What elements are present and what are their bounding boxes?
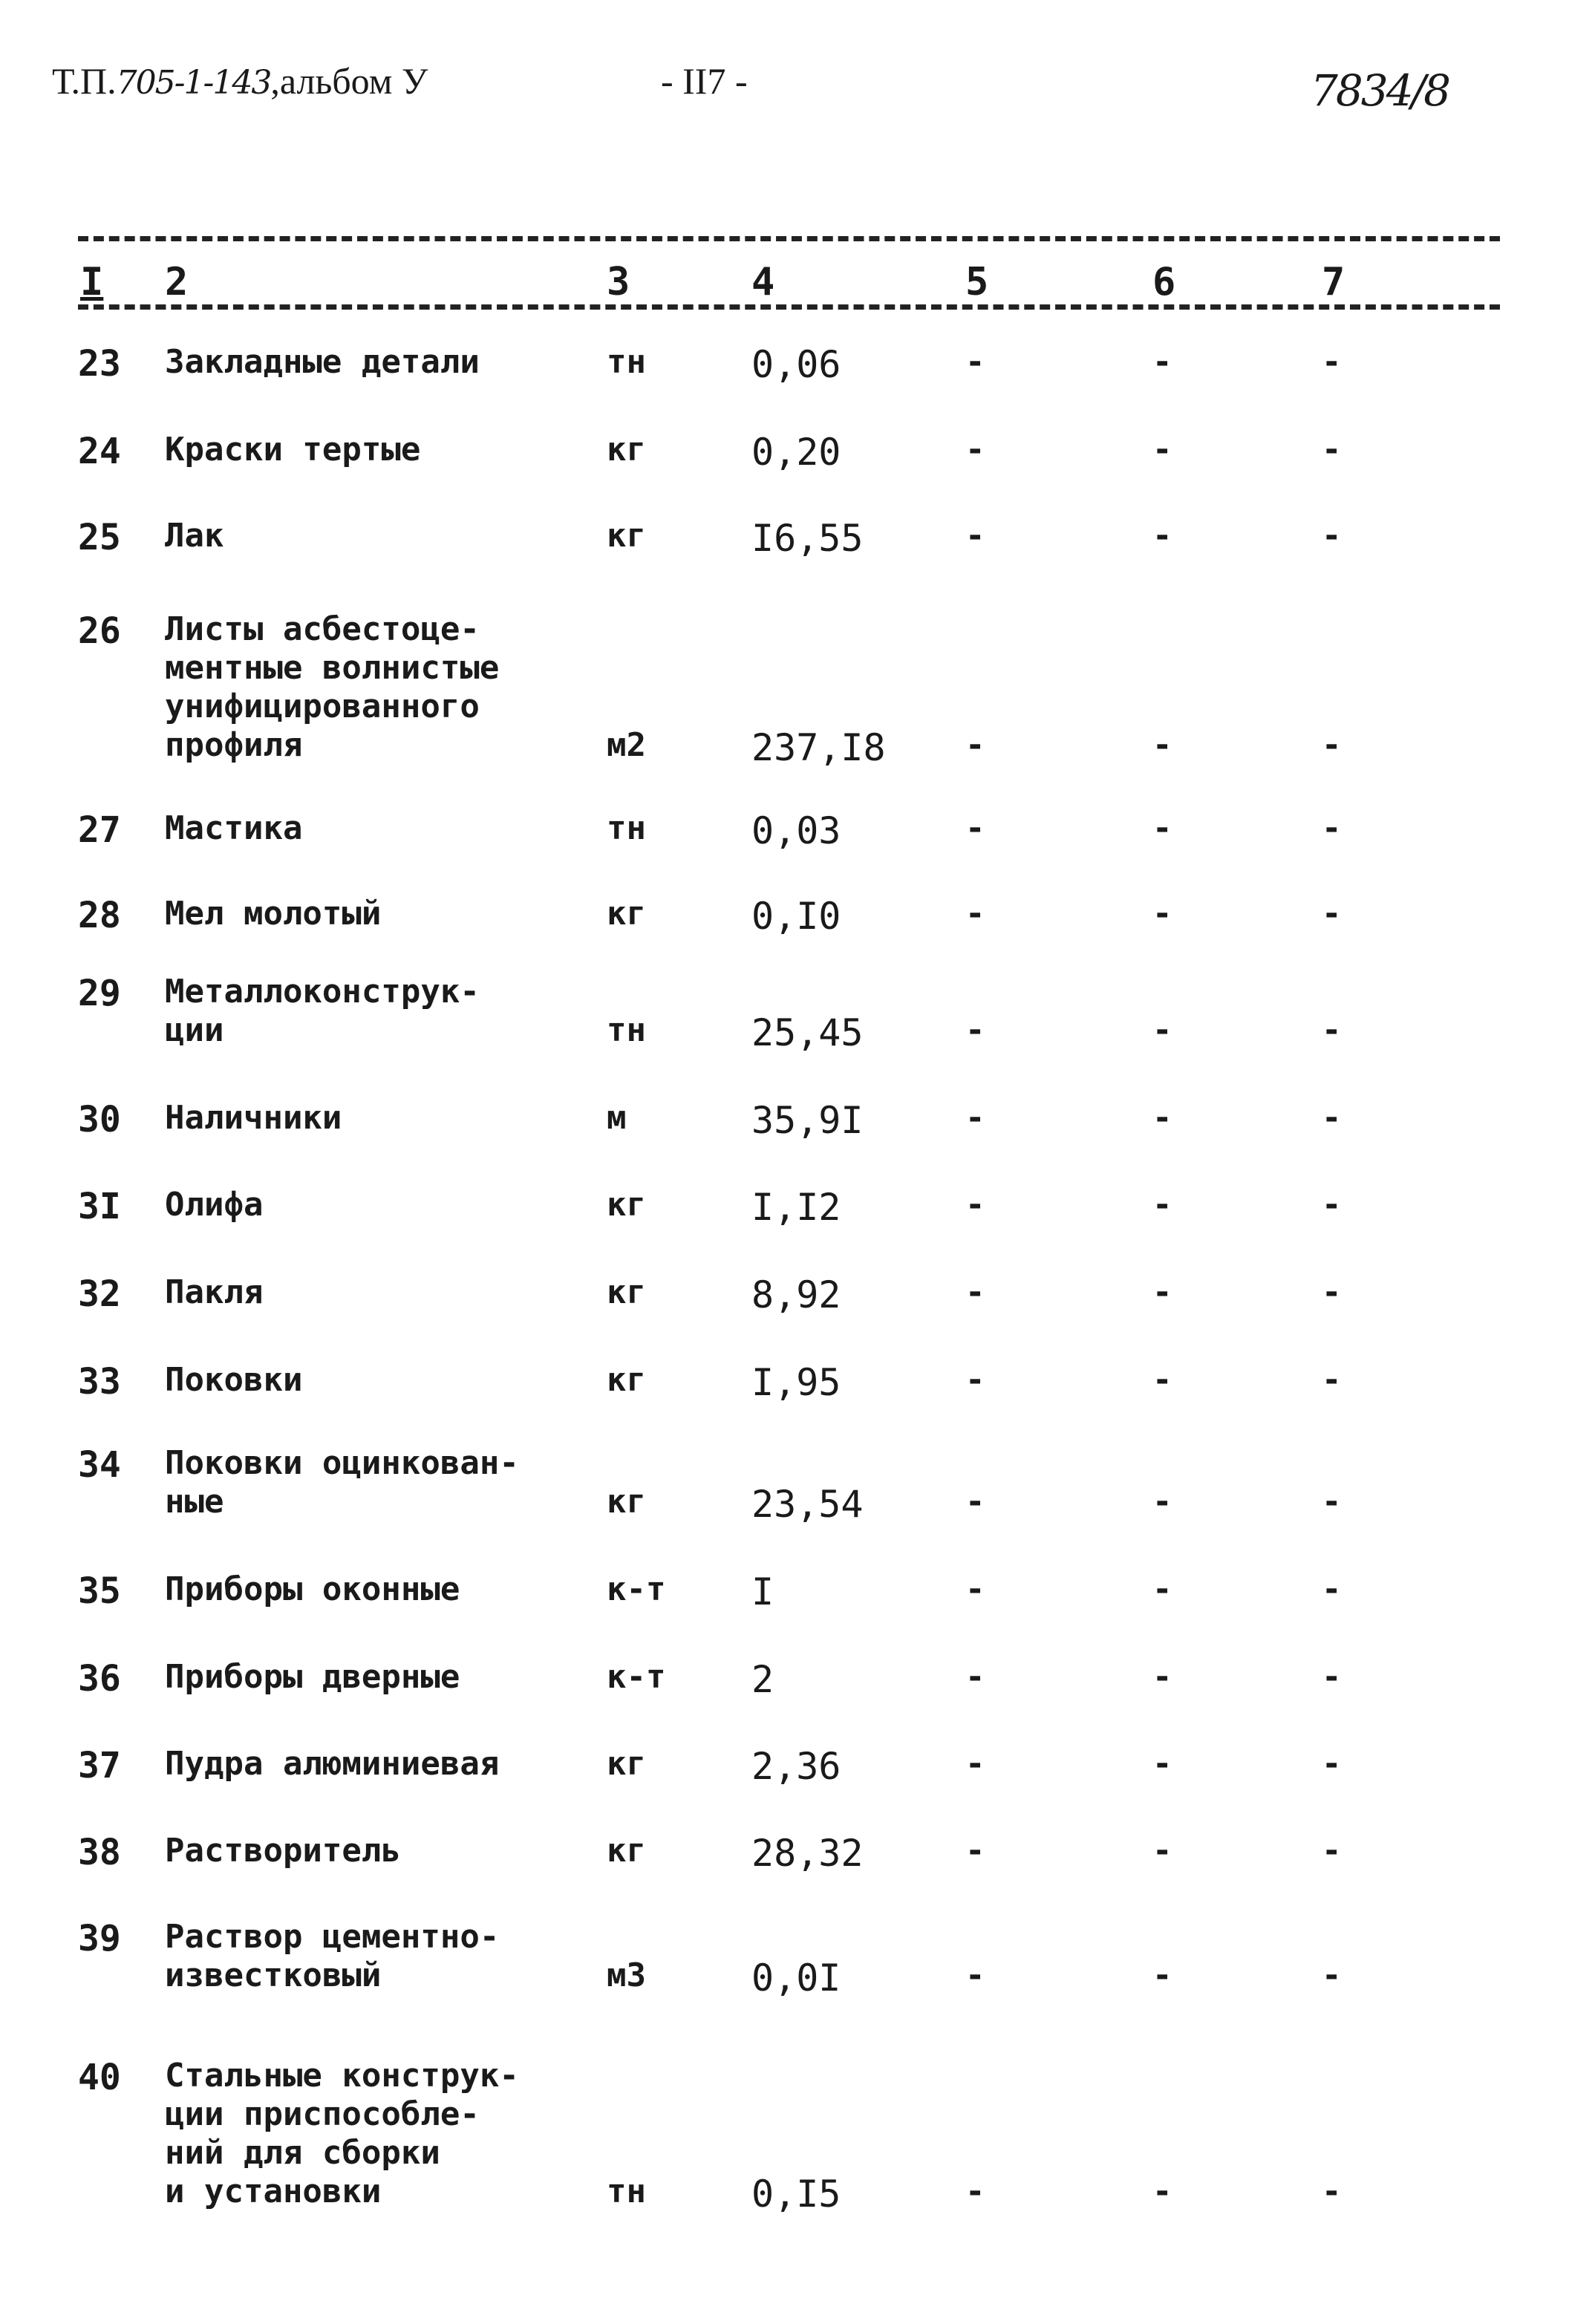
column-6-value: - bbox=[1152, 1956, 1172, 1994]
column-6-value: - bbox=[1152, 2173, 1172, 2210]
unit-of-measure: тн bbox=[607, 809, 646, 847]
column-7-value: - bbox=[1322, 1273, 1342, 1311]
column-5-value: - bbox=[965, 2173, 985, 2210]
quantity: 25,45 bbox=[751, 1011, 864, 1054]
column-5-value: - bbox=[965, 1956, 985, 1994]
column-7-value: - bbox=[1322, 1361, 1342, 1399]
quantity: 0,0I bbox=[751, 1956, 841, 2000]
page-number: - II7 - bbox=[661, 60, 748, 102]
column-6-value: - bbox=[1152, 343, 1172, 381]
column-7-value: - bbox=[1322, 431, 1342, 469]
column-6-value: - bbox=[1152, 726, 1172, 764]
column-5-value: - bbox=[965, 1570, 985, 1608]
column-6-value: - bbox=[1152, 1832, 1172, 1870]
unit-of-measure: кг bbox=[607, 1273, 646, 1311]
column-6-value: - bbox=[1152, 1361, 1172, 1399]
row-number: 34 bbox=[78, 1444, 121, 1486]
material-name: Закладные детали bbox=[165, 343, 480, 381]
unit-of-measure: к-т bbox=[607, 1570, 666, 1608]
top-dashed-rule bbox=[78, 236, 1500, 241]
column-header-1: I bbox=[80, 260, 104, 304]
column-5-value: - bbox=[965, 726, 985, 764]
column-5-value: - bbox=[965, 1658, 985, 1696]
column-5-value: - bbox=[965, 809, 985, 847]
row-number: 29 bbox=[78, 973, 121, 1014]
material-name: Мастика bbox=[165, 809, 303, 847]
row-number: 25 bbox=[78, 517, 121, 558]
column-6-value: - bbox=[1152, 1570, 1172, 1608]
material-name: Поковки bbox=[165, 1361, 303, 1399]
doc-number: 7834/8 bbox=[1311, 65, 1449, 116]
row-number: 35 bbox=[78, 1570, 121, 1612]
quantity: 8,92 bbox=[751, 1273, 841, 1316]
material-name: Пудра алюминиевая bbox=[165, 1745, 500, 1783]
column-6-value: - bbox=[1152, 809, 1172, 847]
quantity: I,95 bbox=[751, 1361, 841, 1404]
unit-of-measure: м bbox=[607, 1099, 627, 1137]
quantity: 0,I0 bbox=[751, 895, 841, 938]
column-5-value: - bbox=[965, 1745, 985, 1783]
quantity: 2 bbox=[751, 1658, 774, 1701]
quantity: I bbox=[751, 1570, 774, 1613]
unit-of-measure: кг bbox=[607, 895, 646, 933]
unit-of-measure: кг bbox=[607, 1745, 646, 1783]
row-number: 27 bbox=[78, 809, 121, 851]
column-6-value: - bbox=[1152, 1273, 1172, 1311]
unit-of-measure: кг bbox=[607, 1483, 646, 1521]
album-label: ,альбом У bbox=[270, 60, 428, 102]
material-name: Листы асбестоце- ментные волнистые унифицированного профиля bbox=[165, 610, 500, 764]
material-name: Краски тертые bbox=[165, 431, 421, 469]
material-name: Наличники bbox=[165, 1099, 342, 1137]
quantity: 0,06 bbox=[751, 343, 841, 386]
column-7-value: - bbox=[1322, 726, 1342, 764]
column-6-value: - bbox=[1152, 1483, 1172, 1521]
column-5-value: - bbox=[965, 895, 985, 933]
header-prefix: Т.П. bbox=[52, 60, 117, 102]
material-name: Приборы дверные bbox=[165, 1658, 460, 1696]
material-name: Приборы оконные bbox=[165, 1570, 460, 1608]
column-7-value: - bbox=[1322, 895, 1342, 933]
quantity: 0,03 bbox=[751, 809, 841, 852]
column-header-3: 3 bbox=[607, 260, 630, 304]
column-header-4: 4 bbox=[751, 260, 775, 304]
column-6-value: - bbox=[1152, 895, 1172, 933]
column-7-value: - bbox=[1322, 343, 1342, 381]
unit-of-measure: тн bbox=[607, 343, 646, 381]
column-7-value: - bbox=[1322, 1099, 1342, 1137]
row-number: 23 bbox=[78, 343, 121, 385]
column-6-value: - bbox=[1152, 431, 1172, 469]
header-left bbox=[52, 59, 428, 102]
unit-of-measure: кг bbox=[607, 1361, 646, 1399]
column-6-value: - bbox=[1152, 1745, 1172, 1783]
column-header-2: 2 bbox=[165, 260, 189, 304]
row-number: 40 bbox=[78, 2057, 121, 2098]
column-5-value: - bbox=[965, 517, 985, 555]
unit-of-measure: к-т bbox=[607, 1658, 666, 1696]
column-header-6: 6 bbox=[1152, 260, 1176, 304]
quantity: 0,20 bbox=[751, 431, 841, 474]
material-name: Стальные конструк- ции приспособле- ний для сборки и установки bbox=[165, 2057, 519, 2210]
column-6-value: - bbox=[1152, 1186, 1172, 1224]
column-5-value: - bbox=[965, 1832, 985, 1870]
column-7-value: - bbox=[1322, 517, 1342, 555]
material-name: Раствор цементно- известковый bbox=[165, 1918, 500, 1994]
quantity: I,I2 bbox=[751, 1186, 841, 1229]
row-number: 33 bbox=[78, 1361, 121, 1403]
column-6-value: - bbox=[1152, 1011, 1172, 1049]
column-5-value: - bbox=[965, 431, 985, 469]
column-5-value: - bbox=[965, 1011, 985, 1049]
quantity: 0,I5 bbox=[751, 2173, 841, 2216]
row-number: 3I bbox=[78, 1186, 121, 1227]
column-5-value: - bbox=[965, 1483, 985, 1521]
unit-of-measure: кг bbox=[607, 1186, 646, 1224]
material-name: Лак bbox=[165, 517, 224, 555]
header-dashed-rule bbox=[78, 304, 1500, 310]
quantity: 2,36 bbox=[751, 1745, 841, 1788]
material-name: Растворитель bbox=[165, 1832, 401, 1870]
column-5-value: - bbox=[965, 343, 985, 381]
column-6-value: - bbox=[1152, 1658, 1172, 1696]
unit-of-measure: тн bbox=[607, 2173, 646, 2210]
material-name: Металлоконструк- ции bbox=[165, 973, 480, 1049]
column-5-value: - bbox=[965, 1186, 985, 1224]
column-5-value: - bbox=[965, 1099, 985, 1137]
quantity: 28,32 bbox=[751, 1832, 864, 1875]
quantity: 237,I8 bbox=[751, 726, 886, 769]
quantity: 23,54 bbox=[751, 1483, 864, 1526]
unit-of-measure: кг bbox=[607, 1832, 646, 1870]
row-number: 37 bbox=[78, 1745, 121, 1786]
column-7-value: - bbox=[1322, 809, 1342, 847]
row-number: 36 bbox=[78, 1658, 121, 1700]
row-number: 30 bbox=[78, 1099, 121, 1140]
column-header-7: 7 bbox=[1322, 260, 1345, 304]
unit-of-measure: м2 bbox=[607, 726, 646, 764]
unit-of-measure: м3 bbox=[607, 1956, 646, 1994]
column-7-value: - bbox=[1322, 1483, 1342, 1521]
column-7-value: - bbox=[1322, 1186, 1342, 1224]
unit-of-measure: кг bbox=[607, 517, 646, 555]
row-number: 38 bbox=[78, 1832, 121, 1873]
column-7-value: - bbox=[1322, 2173, 1342, 2210]
column-7-value: - bbox=[1322, 1956, 1342, 1994]
material-name: Мел молотый bbox=[165, 895, 382, 933]
material-name: Пакля bbox=[165, 1273, 264, 1311]
quantity: 35,9I bbox=[751, 1099, 864, 1142]
column-7-value: - bbox=[1322, 1832, 1342, 1870]
column-5-value: - bbox=[965, 1361, 985, 1399]
column-6-value: - bbox=[1152, 1099, 1172, 1137]
row-number: 24 bbox=[78, 431, 121, 472]
row-number: 32 bbox=[78, 1273, 121, 1315]
column-7-value: - bbox=[1322, 1658, 1342, 1696]
material-name: Олифа bbox=[165, 1186, 264, 1224]
row-number: 39 bbox=[78, 1918, 121, 1959]
row-number: 28 bbox=[78, 895, 121, 936]
project-code: 705-1-143 bbox=[116, 64, 271, 102]
column-7-value: - bbox=[1322, 1570, 1342, 1608]
column-5-value: - bbox=[965, 1273, 985, 1311]
unit-of-measure: тн bbox=[607, 1011, 646, 1049]
quantity: I6,55 bbox=[751, 517, 864, 560]
column-7-value: - bbox=[1322, 1011, 1342, 1049]
column-header-5: 5 bbox=[965, 260, 989, 304]
unit-of-measure: кг bbox=[607, 431, 646, 469]
material-name: Поковки оцинкован- ные bbox=[165, 1444, 519, 1521]
column-6-value: - bbox=[1152, 517, 1172, 555]
row-number: 26 bbox=[78, 610, 121, 652]
column-7-value: - bbox=[1322, 1745, 1342, 1783]
